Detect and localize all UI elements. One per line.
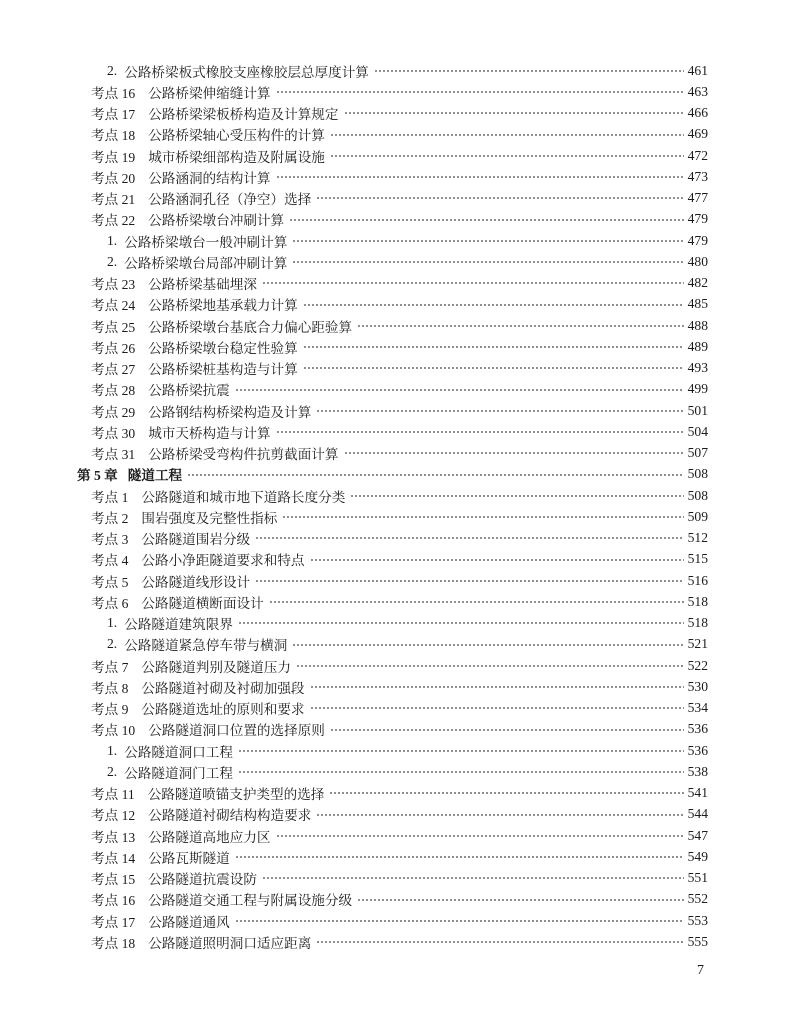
entry-number: 考点 31 xyxy=(91,447,136,463)
entry-title: 公路隧道交通工程与附属设施分级 xyxy=(148,893,353,909)
dot-leader xyxy=(238,613,684,634)
entry-page-ref: 534 xyxy=(687,700,708,716)
entry-page-ref: 501 xyxy=(687,402,708,418)
entry-number: 考点 10 xyxy=(91,723,136,739)
entry-page-ref: 504 xyxy=(687,423,708,439)
entry-title: 公路桥梁抗震 xyxy=(148,383,230,399)
entry-title: 公路隧道建筑限界 xyxy=(124,617,233,633)
entry-number: 考点 27 xyxy=(91,362,136,378)
toc-subsection-entry xyxy=(0,634,708,655)
toc-exam-point-entry xyxy=(0,868,708,889)
dot-leader xyxy=(255,528,683,549)
entry-number: 考点 20 xyxy=(91,170,136,186)
dot-leader xyxy=(292,230,683,251)
dot-leader xyxy=(276,825,684,846)
entry-page-ref: 553 xyxy=(687,912,708,928)
entry-page-ref: 461 xyxy=(687,62,708,78)
dot-leader xyxy=(310,676,684,697)
toc-subsection-entry xyxy=(0,761,708,782)
entry-page-ref: 480 xyxy=(687,253,708,269)
entry-page-ref: 469 xyxy=(687,126,708,142)
entry-title: 公路隧道横断面设计 xyxy=(141,595,264,611)
dot-leader xyxy=(238,740,684,761)
toc-exam-point-entry xyxy=(0,698,708,719)
entry-title: 公路桥梁墩台冲刷计算 xyxy=(148,213,285,229)
entry-page-ref: 530 xyxy=(687,678,708,694)
entry-title: 公路隧道紧急停车带与横洞 xyxy=(124,638,288,654)
toc-subsection-entry xyxy=(0,230,708,251)
dot-leader xyxy=(316,804,683,825)
entry-number: 考点 21 xyxy=(91,192,136,208)
entry-number: 1. xyxy=(107,232,118,248)
dot-leader xyxy=(262,868,684,889)
entry-page-ref: 536 xyxy=(687,721,708,737)
entry-page-ref: 509 xyxy=(687,508,708,524)
entry-number: 考点 6 xyxy=(91,595,129,611)
entry-page-ref: 555 xyxy=(687,933,708,949)
toc-exam-point-entry xyxy=(0,421,708,442)
entry-title: 公路隧道洞门工程 xyxy=(124,765,233,781)
dot-leader xyxy=(269,591,684,612)
dot-leader xyxy=(276,166,684,187)
toc-exam-point-entry xyxy=(0,485,708,506)
entry-number: 考点 9 xyxy=(91,702,129,718)
entry-page-ref: 515 xyxy=(687,551,708,567)
entry-title: 公路隧道照明洞口适应距离 xyxy=(148,935,312,951)
dot-leader xyxy=(330,719,684,740)
dot-leader xyxy=(276,81,684,102)
entry-number: 考点 29 xyxy=(91,404,136,420)
chapter-title: 隧道工程 xyxy=(127,468,183,484)
entry-number: 考点 1 xyxy=(91,489,129,505)
toc-exam-point-entry xyxy=(0,315,708,336)
entry-page-ref: 482 xyxy=(687,275,708,291)
entry-title: 公路涵洞的结构计算 xyxy=(148,170,271,186)
entry-title: 公路桥梁板式橡胶支座橡胶层总厚度计算 xyxy=(124,64,369,80)
toc-exam-point-entry xyxy=(0,209,708,230)
entry-number: 考点 28 xyxy=(91,383,136,399)
dot-leader xyxy=(289,209,683,230)
entry-page-ref: 508 xyxy=(687,487,708,503)
entry-page-ref: 541 xyxy=(687,785,708,801)
entry-title: 公路隧道喷锚支护类型的选择 xyxy=(147,787,325,803)
dot-leader xyxy=(296,655,684,676)
entry-page-ref: 512 xyxy=(687,530,708,546)
entry-page-ref: 538 xyxy=(687,763,708,779)
entry-page-ref: 472 xyxy=(687,147,708,163)
dot-leader xyxy=(292,634,683,655)
entry-number: 考点 2 xyxy=(91,510,129,526)
entry-number: 2. xyxy=(107,62,118,78)
entry-number: 考点 13 xyxy=(91,829,136,845)
dot-leader xyxy=(238,761,684,782)
entry-title: 公路桥梁地基承载力计算 xyxy=(148,298,298,314)
entry-page-ref: 477 xyxy=(687,190,708,206)
entry-number: 考点 12 xyxy=(91,808,136,824)
entry-number: 考点 4 xyxy=(91,553,129,569)
entry-title: 公路隧道衬砌结构构造要求 xyxy=(148,808,312,824)
entry-number: 考点 15 xyxy=(91,872,136,888)
entry-number: 考点 16 xyxy=(91,85,136,101)
entry-page-ref: 516 xyxy=(687,572,708,588)
entry-title: 公路桥梁受弯构件抗剪截面计算 xyxy=(148,447,339,463)
entry-page-ref: 499 xyxy=(687,381,708,397)
entry-title: 公路小净距隧道要求和特点 xyxy=(141,553,305,569)
entry-page-ref: 463 xyxy=(687,83,708,99)
table-of-contents xyxy=(0,60,708,953)
entry-number: 考点 18 xyxy=(91,935,136,951)
entry-number: 考点 18 xyxy=(91,128,136,144)
entry-number: 考点 19 xyxy=(91,149,136,165)
dot-leader xyxy=(329,783,683,804)
entry-page-ref: 522 xyxy=(687,657,708,673)
entry-page-ref: 479 xyxy=(687,211,708,227)
toc-exam-point-entry xyxy=(0,81,708,102)
entry-page-ref: 508 xyxy=(687,466,708,482)
dot-leader xyxy=(330,124,684,145)
dot-leader xyxy=(262,273,684,294)
entry-number: 考点 26 xyxy=(91,340,136,356)
entry-title: 公路隧道围岩分级 xyxy=(141,532,251,548)
entry-number: 考点 14 xyxy=(91,850,136,866)
entry-title: 公路钢结构桥梁构造及计算 xyxy=(148,404,312,420)
toc-exam-point-entry xyxy=(0,846,708,867)
toc-exam-point-entry xyxy=(0,825,708,846)
entry-number: 考点 24 xyxy=(91,298,136,314)
dot-leader xyxy=(316,931,683,952)
toc-exam-point-entry xyxy=(0,506,708,527)
toc-exam-point-entry xyxy=(0,273,708,294)
entry-title: 公路隧道衬砌及衬砌加强段 xyxy=(141,680,305,696)
toc-exam-point-entry xyxy=(0,400,708,421)
entry-title: 公路隧道洞口工程 xyxy=(124,744,233,760)
toc-exam-point-entry xyxy=(0,804,708,825)
entry-number: 考点 17 xyxy=(91,107,136,123)
entry-page-ref: 488 xyxy=(687,317,708,333)
entry-title: 公路桥梁墩台一般冲刷计算 xyxy=(124,234,288,250)
entry-title: 公路桥梁墩台稳定性验算 xyxy=(148,340,298,356)
dot-leader xyxy=(350,485,683,506)
toc-exam-point-entry xyxy=(0,166,708,187)
dot-leader xyxy=(303,336,684,357)
entry-title: 公路隧道和城市地下道路长度分类 xyxy=(141,489,346,505)
entry-title: 公路隧道洞口位置的选择原则 xyxy=(148,723,325,739)
dot-leader xyxy=(235,846,684,867)
entry-title: 公路桥梁墩台局部冲刷计算 xyxy=(124,255,288,271)
toc-exam-point-entry xyxy=(0,719,708,740)
entry-title: 公路桥梁基础埋深 xyxy=(148,277,257,293)
entry-number: 1. xyxy=(107,615,118,631)
page-number: 7 xyxy=(697,963,704,978)
toc-exam-point-entry xyxy=(0,124,708,145)
dot-leader xyxy=(357,889,684,910)
entry-page-ref: 473 xyxy=(687,168,708,184)
dot-leader xyxy=(255,570,683,591)
toc-exam-point-entry xyxy=(0,570,708,591)
entry-page-ref: 479 xyxy=(687,232,708,248)
entry-title: 公路瓦斯隧道 xyxy=(148,850,230,866)
toc-exam-point-entry xyxy=(0,931,708,952)
entry-number: 1. xyxy=(107,742,118,758)
chapter-number: 第 5 章 xyxy=(77,468,118,484)
entry-number: 考点 3 xyxy=(91,532,129,548)
entry-title: 公路隧道抗震设防 xyxy=(148,872,257,888)
entry-page-ref: 552 xyxy=(687,891,708,907)
entry-page-ref: 493 xyxy=(687,360,708,376)
dot-leader xyxy=(235,379,684,400)
toc-exam-point-entry xyxy=(0,103,708,124)
toc-exam-point-entry xyxy=(0,783,708,804)
toc-exam-point-entry xyxy=(0,655,708,676)
toc-exam-point-entry xyxy=(0,889,708,910)
dot-leader xyxy=(330,145,684,166)
toc-subsection-entry xyxy=(0,60,708,81)
dot-leader xyxy=(235,910,684,931)
entry-title: 公路隧道通风 xyxy=(148,914,230,930)
entry-title: 公路桥梁梁板桥构造及计算规定 xyxy=(148,107,339,123)
dot-leader xyxy=(303,358,684,379)
toc-exam-point-entry xyxy=(0,549,708,570)
entry-page-ref: 518 xyxy=(687,593,708,609)
entry-page-ref: 551 xyxy=(687,870,708,886)
entry-page-ref: 536 xyxy=(687,742,708,758)
dot-leader xyxy=(303,294,684,315)
toc-exam-point-entry xyxy=(0,676,708,697)
entry-page-ref: 489 xyxy=(687,338,708,354)
toc-exam-point-entry xyxy=(0,910,708,931)
entry-number: 考点 8 xyxy=(91,680,129,696)
entry-number: 考点 16 xyxy=(91,893,136,909)
entry-page-ref: 549 xyxy=(687,848,708,864)
entry-page-ref: 466 xyxy=(687,105,708,121)
toc-subsection-entry xyxy=(0,740,708,761)
entry-page-ref: 485 xyxy=(687,296,708,312)
toc-subsection-entry xyxy=(0,613,708,634)
dot-leader xyxy=(282,506,683,527)
entry-title: 公路隧道判别及隧道压力 xyxy=(141,659,291,675)
entry-title: 城市桥梁细部构造及附属设施 xyxy=(148,149,325,165)
toc-exam-point-entry xyxy=(0,145,708,166)
entry-number: 考点 23 xyxy=(91,277,136,293)
entry-title: 城市天桥构造与计算 xyxy=(148,425,271,441)
dot-leader xyxy=(316,400,683,421)
dot-leader xyxy=(357,315,684,336)
toc-exam-point-entry xyxy=(0,336,708,357)
entry-page-ref: 521 xyxy=(687,636,708,652)
entry-number: 考点 30 xyxy=(91,425,136,441)
entry-number: 考点 25 xyxy=(91,319,136,335)
entry-title: 公路隧道高地应力区 xyxy=(148,829,271,845)
entry-number: 2. xyxy=(107,763,118,779)
dot-leader xyxy=(344,103,684,124)
entry-title: 公路桥梁墩台基底合力偏心距验算 xyxy=(148,319,353,335)
entry-page-ref: 544 xyxy=(687,806,708,822)
toc-exam-point-entry xyxy=(0,379,708,400)
entry-number: 考点 5 xyxy=(91,574,129,590)
dot-leader xyxy=(310,549,684,570)
entry-title: 公路隧道线形设计 xyxy=(141,574,251,590)
entry-number: 2. xyxy=(107,636,118,652)
entry-page-ref: 507 xyxy=(687,445,708,461)
toc-subsection-entry xyxy=(0,251,708,272)
toc-exam-point-entry xyxy=(0,528,708,549)
toc-exam-point-entry xyxy=(0,294,708,315)
entry-number: 考点 11 xyxy=(91,787,135,803)
dot-leader xyxy=(316,188,683,209)
toc-exam-point-entry xyxy=(0,591,708,612)
entry-number: 2. xyxy=(107,253,118,269)
dot-leader xyxy=(276,421,684,442)
toc-exam-point-entry xyxy=(0,443,708,464)
dot-leader xyxy=(187,464,683,485)
entry-title: 公路桥梁轴心受压构件的计算 xyxy=(148,128,325,144)
entry-title: 公路桥梁伸缩缝计算 xyxy=(148,85,271,101)
toc-exam-point-entry xyxy=(0,358,708,379)
entry-title: 公路桥梁桩基构造与计算 xyxy=(148,362,298,378)
dot-leader xyxy=(292,251,683,272)
entry-page-ref: 547 xyxy=(687,827,708,843)
entry-title: 围岩强度及完整性指标 xyxy=(141,510,278,526)
entry-number: 考点 7 xyxy=(91,659,129,675)
toc-exam-point-entry xyxy=(0,188,708,209)
entry-number: 考点 22 xyxy=(91,213,136,229)
entry-number: 考点 17 xyxy=(91,914,136,930)
dot-leader xyxy=(344,443,684,464)
entry-title: 公路涵洞孔径（净空）选择 xyxy=(148,192,312,208)
entry-page-ref: 518 xyxy=(687,615,708,631)
entry-title: 公路隧道选址的原则和要求 xyxy=(141,702,305,718)
dot-leader xyxy=(374,60,684,81)
dot-leader xyxy=(310,698,684,719)
toc-chapter-heading xyxy=(0,464,708,485)
